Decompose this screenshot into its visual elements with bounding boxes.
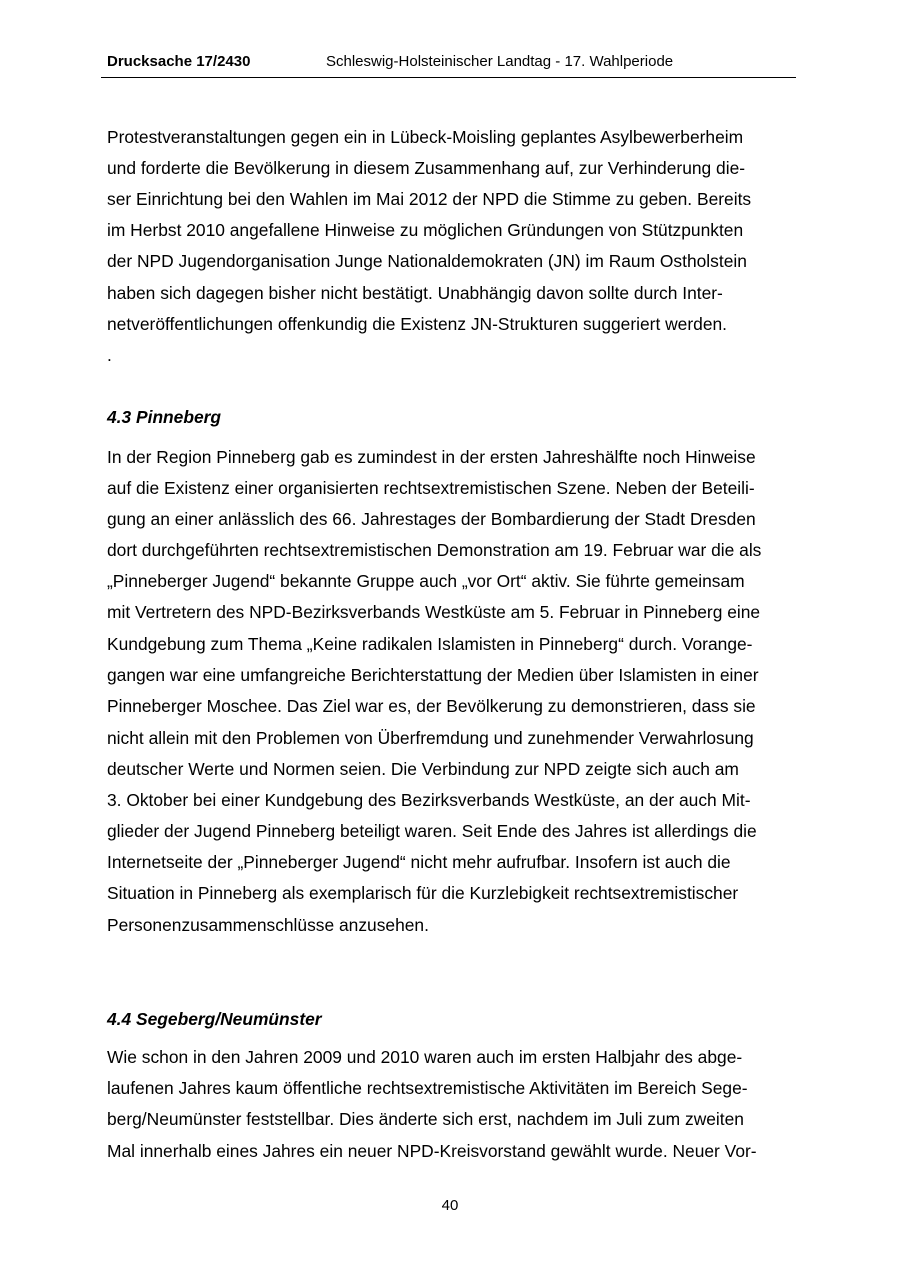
paragraph-line: In der Region Pinneberg gab es zumindest in der ersten Jahreshälfte noch Hinweise xyxy=(107,447,756,467)
section-heading-pinneberg: 4.3 Pinneberg xyxy=(107,407,222,427)
paragraph-line: Internetseite der „Pinneberger Jugend“ nicht mehr aufrufbar. Insofern ist auch die xyxy=(107,852,731,872)
paragraph-line: „Pinneberger Jugend“ bekannte Gruppe auch „vor Ort“ aktiv. Sie führte gemeinsam xyxy=(107,571,745,591)
paragraph-line: Wie schon in den Jahren 2009 und 2010 waren auch im ersten Halbjahr des abge- xyxy=(107,1047,743,1067)
paragraph-line: 3. Oktober bei einer Kundgebung des Bezirksverbands Westküste, an der auch Mit- xyxy=(107,790,751,810)
page-number: 40 xyxy=(441,1197,459,1214)
paragraph-line: auf die Existenz einer organisierten rechtsextremistischen Szene. Neben der Beteili- xyxy=(107,478,755,498)
paragraph-line: netveröffentlichungen offenkundig die Existenz JN-Strukturen suggeriert werden. xyxy=(107,314,727,334)
paragraph-line: deutscher Werte und Normen seien. Die Verbindung zur NPD zeigte sich auch am xyxy=(107,759,739,779)
paragraph-line: glieder der Jugend Pinneberg beteiligt waren. Seit Ende des Jahres ist allerdings die xyxy=(107,821,757,841)
page-header xyxy=(101,50,796,78)
paragraph-line: laufenen Jahres kaum öffentliche rechtsextremistische Aktivitäten im Bereich Sege- xyxy=(107,1078,748,1098)
paragraph-line: . xyxy=(107,345,112,365)
paragraph-line: Personenzusammenschlüsse anzusehen. xyxy=(107,915,429,935)
paragraph-line: im Herbst 2010 angefallene Hinweise zu möglichen Gründungen von Stützpunkten xyxy=(107,220,744,240)
paragraph-line: haben sich dagegen bisher nicht bestätigt. Unabhängig davon sollte durch Inter- xyxy=(107,283,723,303)
paragraph-line: mit Vertretern des NPD-Bezirksverbands Westküste am 5. Februar in Pinneberg eine xyxy=(107,602,761,622)
paragraph-line: Pinneberger Moschee. Das Ziel war es, der Bevölkerung zu demonstrieren, dass sie xyxy=(107,696,756,716)
paragraph-line: berg/Neumünster feststellbar. Dies änderte sich erst, nachdem im Juli zum zweiten xyxy=(107,1109,744,1129)
paragraph-line: der NPD Jugendorganisation Junge Nationaldemokraten (JN) im Raum Ostholstein xyxy=(107,251,747,271)
paragraph-line: dort durchgeführten rechtsextremistischen Demonstration am 19. Februar war die als xyxy=(107,540,762,560)
paragraph-line: ser Einrichtung bei den Wahlen im Mai 2012 der NPD die Stimme zu geben. Bereits xyxy=(107,189,752,209)
paragraph-line: und forderte die Bevölkerung in diesem Zusammenhang auf, zur Verhinderung die- xyxy=(107,158,746,178)
paragraph-line: gung an einer anlässlich des 66. Jahrestages der Bombardierung der Stadt Dresden xyxy=(107,509,756,529)
parliament-title: Schleswig-Holsteinischer Landtag - 17. Wahlperiode xyxy=(326,53,674,70)
paragraph-line: Situation in Pinneberg als exemplarisch für die Kurzlebigkeit rechtsextremistischer xyxy=(107,883,739,903)
paragraph-line: Protestveranstaltungen gegen ein in Lübeck-Moisling geplantes Asylbewerberheim xyxy=(107,127,744,147)
paragraph-line: Mal innerhalb eines Jahres ein neuer NPD-Kreisvorstand gewählt wurde. Neuer Vor- xyxy=(107,1141,757,1161)
paragraph-line: nicht allein mit den Problemen von Überfremdung und zunehmender Verwahrlosung xyxy=(107,728,754,748)
doc-number: Drucksache 17/2430 xyxy=(107,53,251,70)
section-heading-segeberg: 4.4 Segeberg/Neumünster xyxy=(107,1009,322,1029)
paragraph-line: gangen war eine umfangreiche Berichterstattung der Medien über Islamisten in einer xyxy=(107,665,759,685)
paragraph-line: Kundgebung zum Thema „Keine radikalen Islamisten in Pinneberg“ durch. Vorange- xyxy=(107,634,753,654)
